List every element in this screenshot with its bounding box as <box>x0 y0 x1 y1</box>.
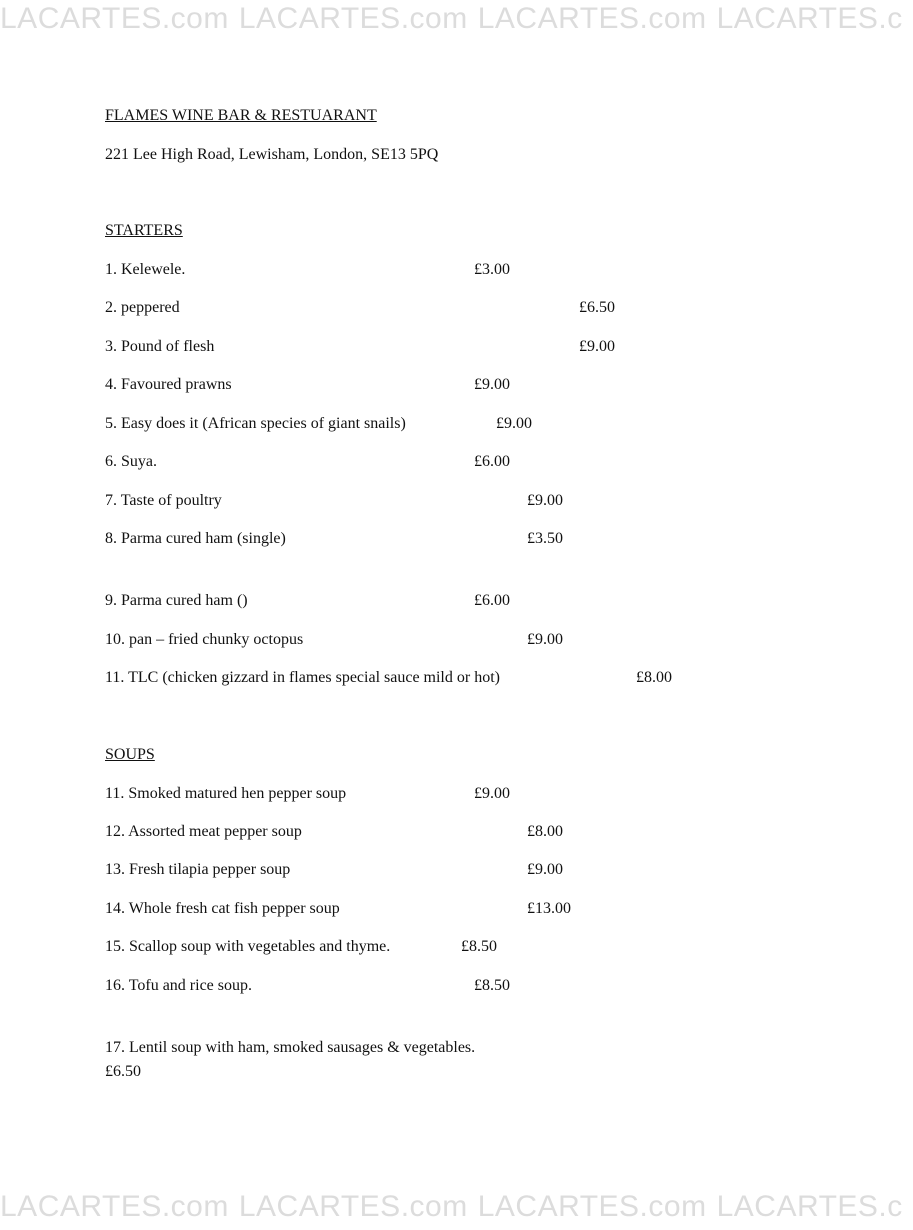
menu-item-name: 15. Scallop soup with vegetables and thyme. <box>105 938 391 955</box>
watermark-text: LACARTES.c <box>716 1190 903 1223</box>
menu-item-price: £3.50 <box>527 530 563 547</box>
menu-item-name: 4. Favoured prawns <box>105 376 232 393</box>
menu-item-name: 13. Fresh tilapia pepper soup <box>105 861 291 878</box>
menu-item-price: £8.00 <box>636 669 672 686</box>
restaurant-address: 221 Lee High Road, Lewisham, London, SE13 5PQ <box>105 146 439 163</box>
menu-item-name: 10. pan – fried chunky octopus <box>105 631 304 648</box>
menu-item-name: 11. Smoked matured hen pepper soup <box>105 785 347 802</box>
menu-item-name: 7. Taste of poultry <box>105 492 222 509</box>
menu-item-price: £6.00 <box>474 453 510 470</box>
menu-item-price: £3.00 <box>474 261 510 278</box>
menu-item-price: £13.00 <box>527 900 571 917</box>
watermark-text: LACARTES.com <box>477 1190 707 1223</box>
menu-item-name: 2. peppered <box>105 299 180 316</box>
menu-item-price: £8.50 <box>461 938 497 955</box>
menu-item-name: 1. Kelewele. <box>105 261 186 278</box>
menu-item-name: 12. Assorted meat pepper soup <box>105 823 302 840</box>
menu-item-price: £9.00 <box>474 785 510 802</box>
menu-item-price: £9.00 <box>474 376 510 393</box>
menu-item-price: £9.00 <box>527 492 563 509</box>
menu-item-price: £8.50 <box>474 977 510 994</box>
menu-item-name: 9. Parma cured ham () <box>105 592 248 609</box>
watermark-text: LACARTES.c <box>716 2 903 35</box>
menu-item-name: 8. Parma cured ham (single) <box>105 530 286 547</box>
menu-item-price: £9.00 <box>527 631 563 648</box>
watermark-text: LACARTES.com <box>477 2 707 35</box>
menu-item-name: 16. Tofu and rice soup. <box>105 977 252 994</box>
restaurant-name: FLAMES WINE BAR & RESTUARANT <box>105 107 377 124</box>
menu-item-price: £9.00 <box>527 861 563 878</box>
menu-item-price: £6.50 <box>579 299 615 316</box>
menu-item-price: £6.50 <box>105 1063 141 1080</box>
menu-item-name: 5. Easy does it (African species of giant snails) <box>105 415 406 432</box>
watermark-bottom <box>0 1190 903 1224</box>
menu-item-price: £9.00 <box>496 415 532 432</box>
watermark-text: LACARTES.com <box>238 1190 468 1223</box>
menu-item-price: £6.00 <box>474 592 510 609</box>
menu-item-name: 14. Whole fresh cat fish pepper soup <box>105 900 340 917</box>
menu-item-price: £8.00 <box>527 823 563 840</box>
watermark-top <box>0 2 903 36</box>
watermark-text: LACARTES.com <box>0 1190 229 1223</box>
watermark-text: LACARTES.com <box>0 2 229 35</box>
menu-item-name: 3. Pound of flesh <box>105 338 215 355</box>
menu-item-name: 6. Suya. <box>105 453 157 470</box>
menu-item-name: 11. TLC (chicken gizzard in flames special sauce mild or hot) <box>105 669 500 686</box>
starters-heading: STARTERS <box>105 222 183 239</box>
soups-heading: SOUPS <box>105 746 155 763</box>
menu-item-price: £9.00 <box>579 338 615 355</box>
watermark-text: LACARTES.com <box>238 2 468 35</box>
menu-item-name: 17. Lentil soup with ham, smoked sausages & vegetables. <box>105 1039 476 1056</box>
